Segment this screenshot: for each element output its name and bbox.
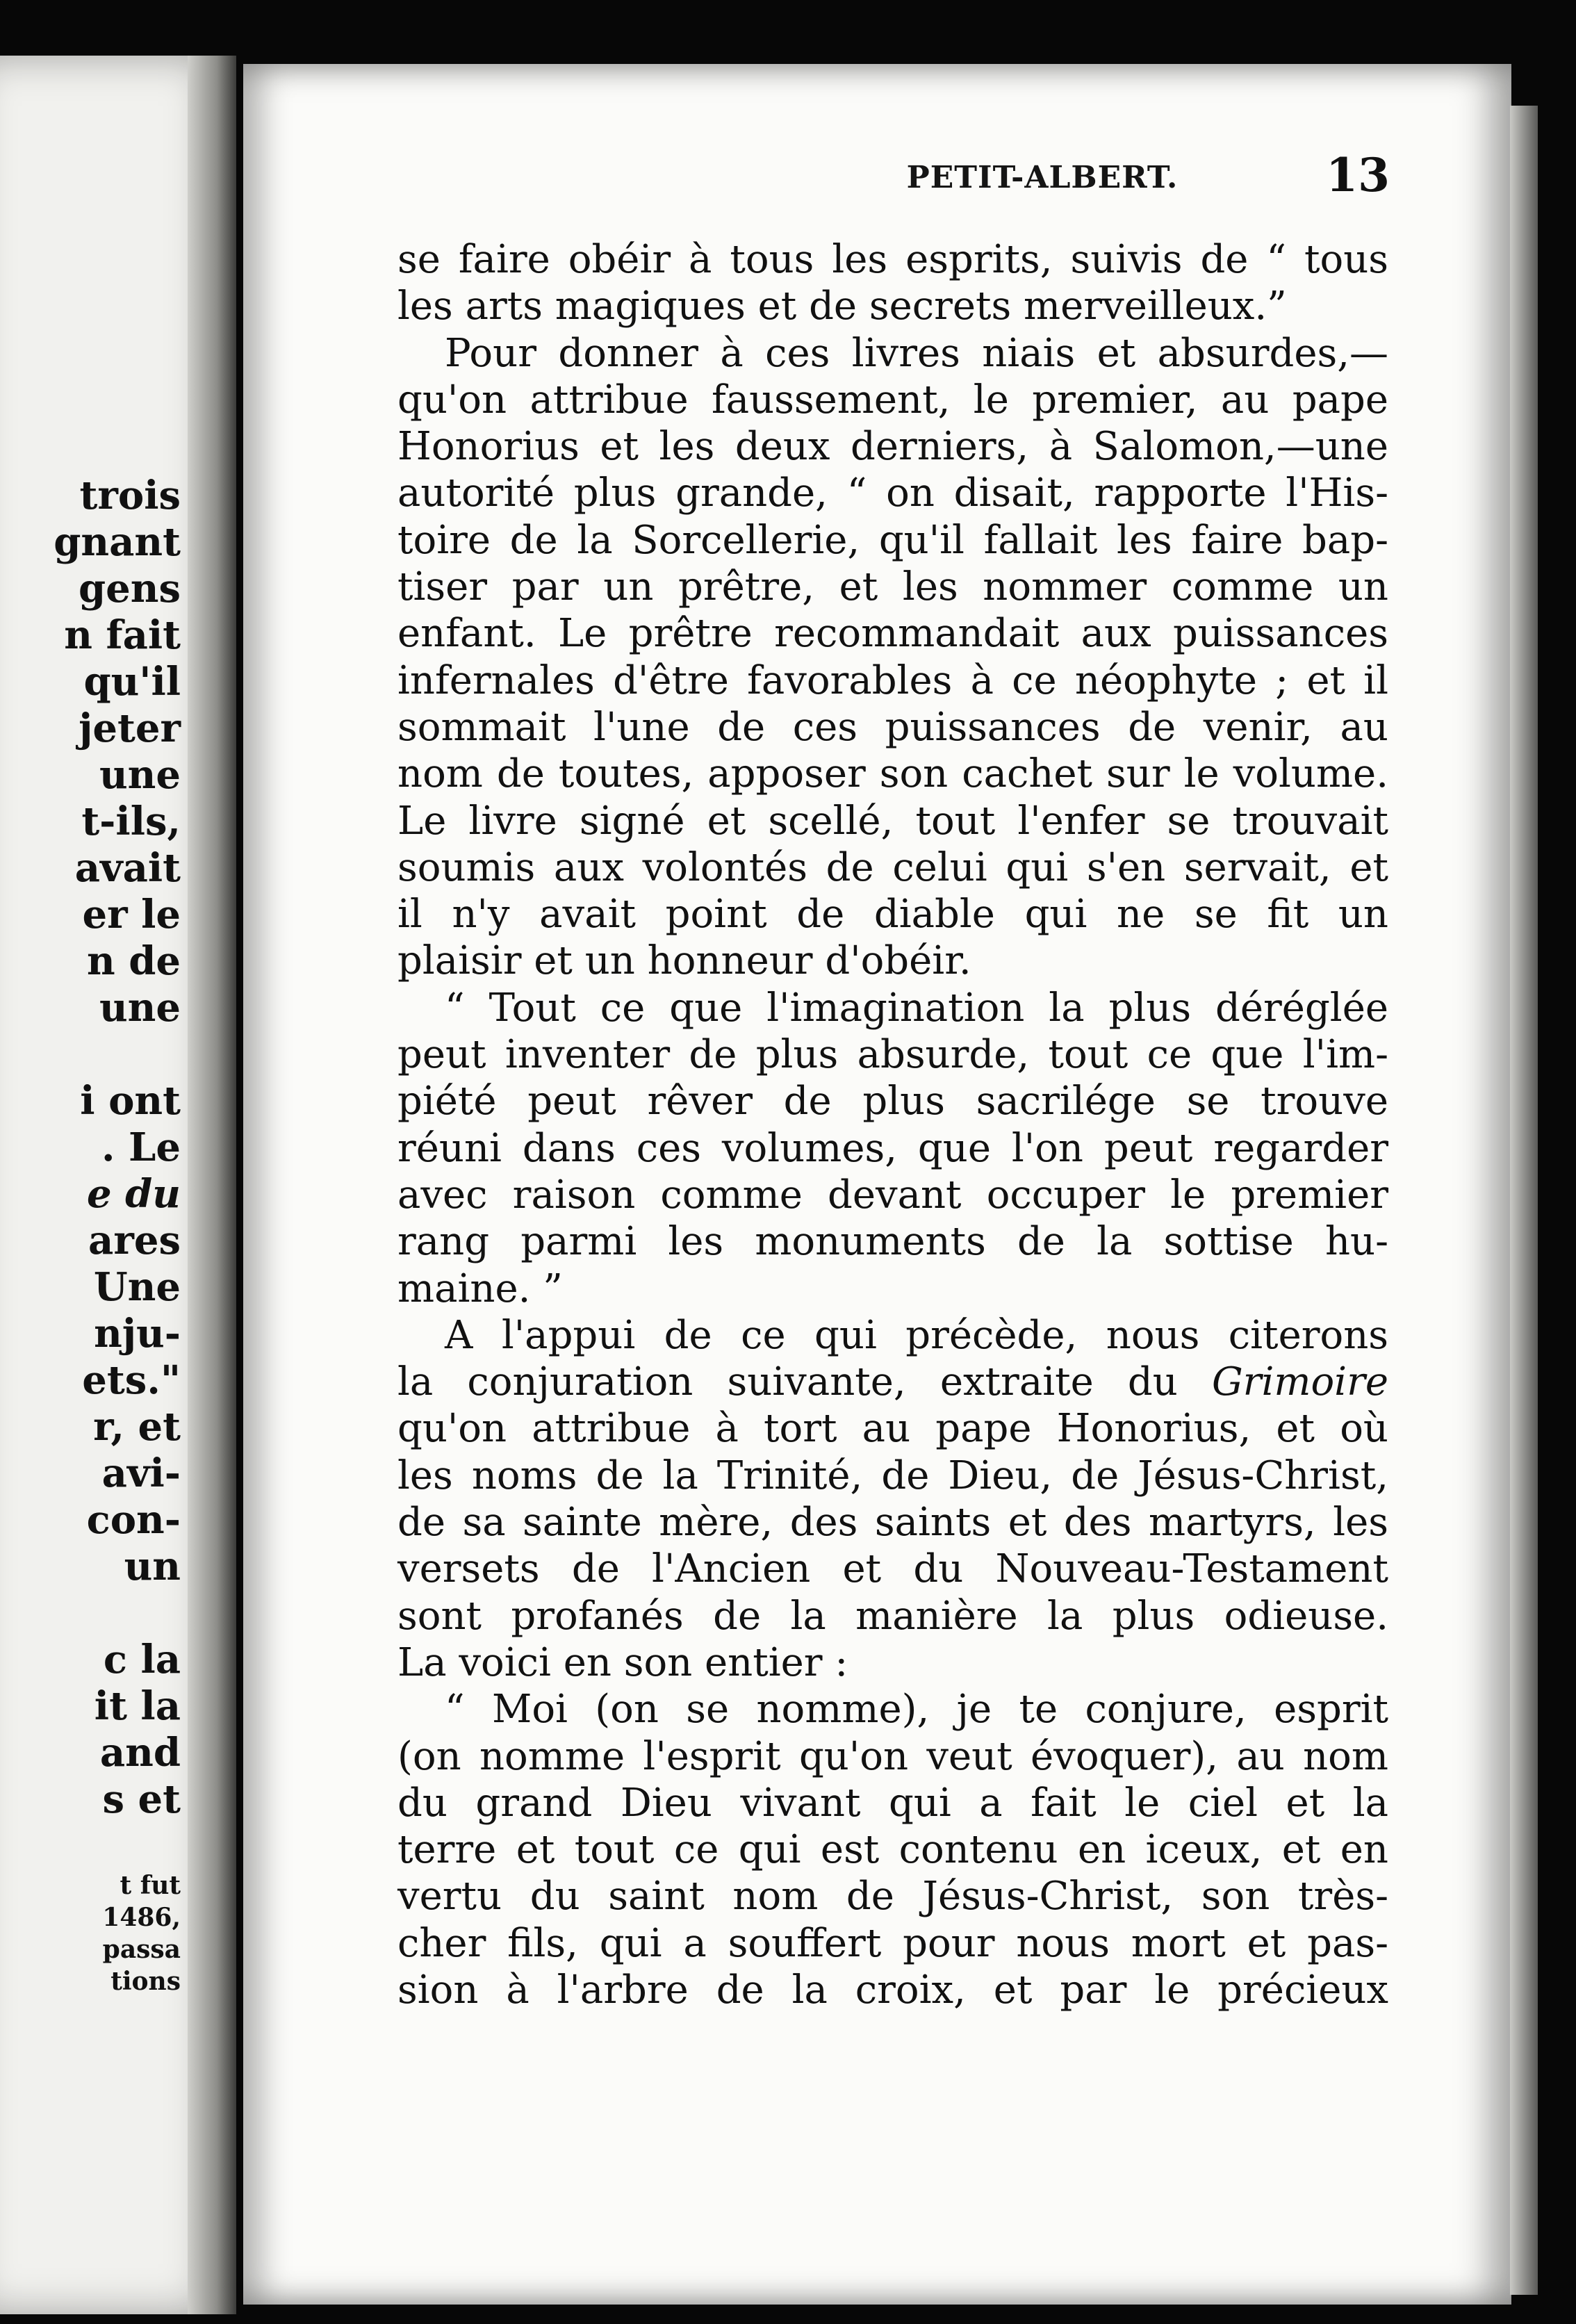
left-line [0, 1590, 181, 1637]
left-line: e du [87, 1171, 181, 1217]
text-line: il n'y avait point de diable qui ne se fit un [397, 892, 1388, 938]
text-line: peut inventer de plus absurde, tout ce que l'im- [397, 1032, 1388, 1078]
text-line: qu'on attribue à tort au pape Honorius, et où [397, 1406, 1388, 1452]
text-line: réuni dans ces volumes, que l'on peut regarder [397, 1125, 1388, 1171]
left-line: nju- [94, 1311, 181, 1357]
text-fragment: la conjuration suivante, extraite du [397, 1359, 1178, 1405]
text-line: versets de l'Ancien et du Nouveau-Testament [397, 1546, 1388, 1592]
text-line: nom de toutes, apposer son cachet sur le volume. [397, 751, 1388, 797]
text-line: se faire obéir à tous les esprits, suivis de “ tous [397, 237, 1388, 282]
text-line: enfant. Le prêtre recommandait aux puissances [397, 611, 1388, 657]
text-line: (on nomme l'esprit qu'on veut évoquer), au nom [397, 1733, 1388, 1779]
left-footnote-line: tions [110, 1967, 181, 1996]
left-line: avi- [101, 1450, 181, 1496]
right-page [243, 64, 1511, 2305]
text-line: Le livre signé et scellé, tout l'enfer se trouvait [397, 798, 1388, 844]
text-line: soumis aux volontés de celui qui s'en servait, et [397, 844, 1388, 890]
text-line: autorité plus grande, “ on disait, rapporte l'His- [397, 470, 1388, 516]
left-line: gnant [54, 519, 181, 565]
text-line: de sa sainte mère, des saints et des martyrs, les [397, 1500, 1388, 1546]
left-line: gens [78, 566, 181, 612]
left-line: ares [88, 1218, 181, 1263]
running-head: PETIT-ALBERT. [906, 160, 1179, 195]
left-line: une [99, 752, 181, 798]
left-line: avait [74, 845, 181, 891]
text-line: “ Tout ce que l'imagination la plus déréglée [445, 985, 1388, 1031]
text-line: toire de la Sorcellerie, qu'il fallait les faire bap- [397, 517, 1388, 563]
book-spine [188, 56, 236, 2314]
text-line: A l'appui de ce qui précède, nous citerons [445, 1312, 1388, 1358]
text-line: plaisir et un honneur d'obéir. [397, 938, 971, 984]
text-line: sion à l'arbre de la croix, et par le précieux [397, 1967, 1388, 2013]
text-line: Honorius et les deux derniers, à Salomon,—une [397, 424, 1388, 470]
text-line: maine. ” [397, 1266, 563, 1311]
text-line: infernales d'être favorables à ce néophyte ; et il [397, 657, 1388, 703]
left-footnote-line: t fut [120, 1871, 181, 1900]
text-line: tiser par un prêtre, et les nommer comme un [397, 564, 1388, 610]
left-line: r, et [93, 1404, 181, 1450]
text-line: piété peut rêver de plus sacrilége se trouve [397, 1079, 1388, 1124]
left-line: Une [93, 1264, 181, 1310]
text-line: terre et tout ce qui est contenu en iceux, et en [397, 1827, 1388, 1873]
left-spacer [0, 1823, 181, 1869]
left-page-text [0, 473, 181, 1997]
text-line: sommait l'une de ces puissances de venir, au [397, 704, 1388, 750]
text-line: du grand Dieu vivant qui a fait le ciel et la [397, 1780, 1388, 1826]
page-edge [1510, 106, 1538, 2295]
left-line: une [99, 985, 181, 1031]
text-line: sont profanés de la manière la plus odieuse. [397, 1593, 1388, 1639]
left-line: c la [103, 1637, 181, 1683]
text-line: vertu du saint nom de Jésus-Christ, son très- [397, 1874, 1388, 1920]
text-line: avec raison comme devant occuper le premier [397, 1172, 1388, 1218]
text-line: les noms de la Trinité, de Dieu, de Jésus-Christ, [397, 1452, 1388, 1498]
text-line: rang parmi les monuments de la sottise hu- [397, 1219, 1388, 1265]
left-page [0, 56, 236, 2314]
left-line: t-ils, [81, 799, 181, 844]
left-footnote-line: passa [102, 1935, 181, 1964]
left-line: un [124, 1544, 181, 1589]
text-line: qu'on attribue faussement, le premier, au pape [397, 377, 1388, 423]
text-line [397, 1359, 1388, 1405]
left-line: er le [82, 892, 181, 938]
left-line: . Le [101, 1124, 181, 1170]
left-line: s et [102, 1776, 181, 1822]
left-line: qu'il [83, 659, 181, 705]
text-line: Pour donner à ces livres niais et absurdes,— [445, 330, 1388, 376]
page-body [397, 236, 1388, 2013]
text-line: cher fils, qui a souffert pour nous mort et pas- [397, 1920, 1388, 1966]
left-line [0, 1031, 181, 1078]
page-number: 13 [1326, 148, 1390, 202]
text-line: “ Moi (on se nomme), je te conjure, esprit [445, 1687, 1388, 1733]
text-line: les arts magiques et de secrets merveilleux.” [397, 284, 1287, 329]
left-line: ets." [82, 1357, 181, 1403]
left-footnote-line: 1486, [102, 1903, 181, 1932]
text-line: La voici en son entier : [397, 1639, 848, 1685]
italic-title: Grimoire [1211, 1359, 1388, 1405]
left-line: and [99, 1730, 181, 1776]
left-line: trois [79, 473, 181, 518]
left-line: con- [86, 1497, 181, 1543]
left-line: n de [87, 938, 181, 984]
left-line: it la [94, 1683, 181, 1729]
left-line: n fait [64, 612, 181, 658]
left-line: i ont [80, 1078, 181, 1124]
left-line: jeter [79, 705, 181, 751]
